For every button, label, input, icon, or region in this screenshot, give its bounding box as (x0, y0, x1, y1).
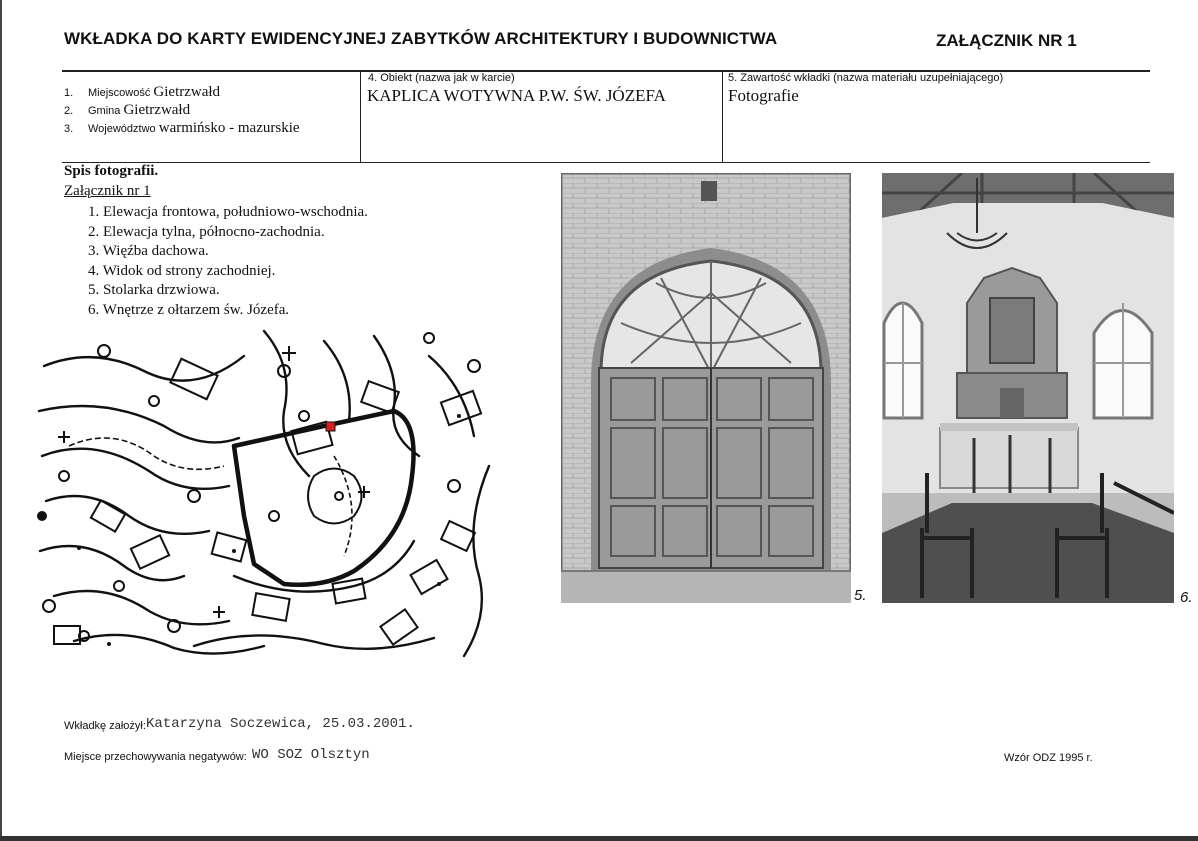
photo-list-item: 5. Stolarka drzwiowa. (88, 282, 220, 299)
photo-list (88, 203, 368, 321)
table-divider-1 (360, 70, 361, 162)
row-number: 3. (64, 123, 74, 135)
table-bottom-rule (62, 162, 1150, 163)
storage-value: WO SOZ Olsztyn (252, 747, 370, 763)
contents-value: Fotografie (728, 86, 799, 105)
chapel-marker (326, 422, 335, 431)
author-label: Wkładkę założył: (64, 720, 146, 732)
row-value: Gietrzwałd (123, 102, 191, 118)
photo-list-item: 2. Elewacja tylna, północno-zachodnia. (88, 223, 325, 240)
photo-list-item: 6. Wnętrze z ołtarzem św. Józefa. (88, 301, 290, 318)
row-label: Województwo (88, 123, 156, 135)
photo-list-item: 1. Elewacja frontowa, południowo-wschodnia. (88, 204, 368, 220)
object-name: KAPLICA WOTYWNA P.W. ŚW. JÓZEFA (367, 86, 666, 105)
photo-list-annex: Załącznik nr 1 (64, 183, 151, 199)
photo-list-item: 4. Widok od strony zachodniej. (88, 262, 276, 279)
photo-list-heading: Spis fotografii. (64, 163, 159, 179)
row-label: Gmina (88, 105, 121, 117)
row-value: Gietrzwałd (153, 84, 221, 100)
object-label: 4. Obiekt (nazwa jak w karcie) (368, 72, 515, 84)
photo-list-item: 3. Więźba dachowa. (88, 243, 209, 260)
annex-number: ZAŁĄCZNIK NR 1 (936, 31, 1077, 50)
scan-edge-left (0, 0, 2, 841)
form-reference: Wzór ODZ 1995 r. (1004, 752, 1093, 764)
contents-label: 5. Zawartość wkładki (nazwa materiału uzupełniającego) (728, 72, 1004, 84)
document-title: WKŁADKA DO KARTY EWIDENCYJNEJ ZABYTKÓW ARCHITEKTURY I BUDOWNICTWA (64, 29, 778, 48)
location-row-locality (64, 84, 220, 101)
location-row-commune (64, 102, 190, 119)
photo-number-6: 6. (1180, 589, 1193, 606)
photo-interior (882, 173, 1174, 603)
location-row-voivodeship (64, 120, 300, 137)
table-divider-2 (722, 70, 723, 162)
photo-door (561, 173, 851, 603)
scan-edge-bottom (0, 836, 1198, 841)
author-value: Katarzyna Soczewica, 25.03.2001. (146, 716, 415, 732)
row-value: warmińsko - mazurskie (158, 120, 300, 136)
row-number: 2. (64, 105, 74, 117)
site-map (34, 326, 502, 660)
photo-number-5: 5. (854, 587, 867, 604)
storage-label: Miejsce przechowywania negatywów: (64, 751, 247, 763)
row-number: 1. (64, 87, 74, 99)
row-label: Miejscowość (88, 87, 151, 99)
